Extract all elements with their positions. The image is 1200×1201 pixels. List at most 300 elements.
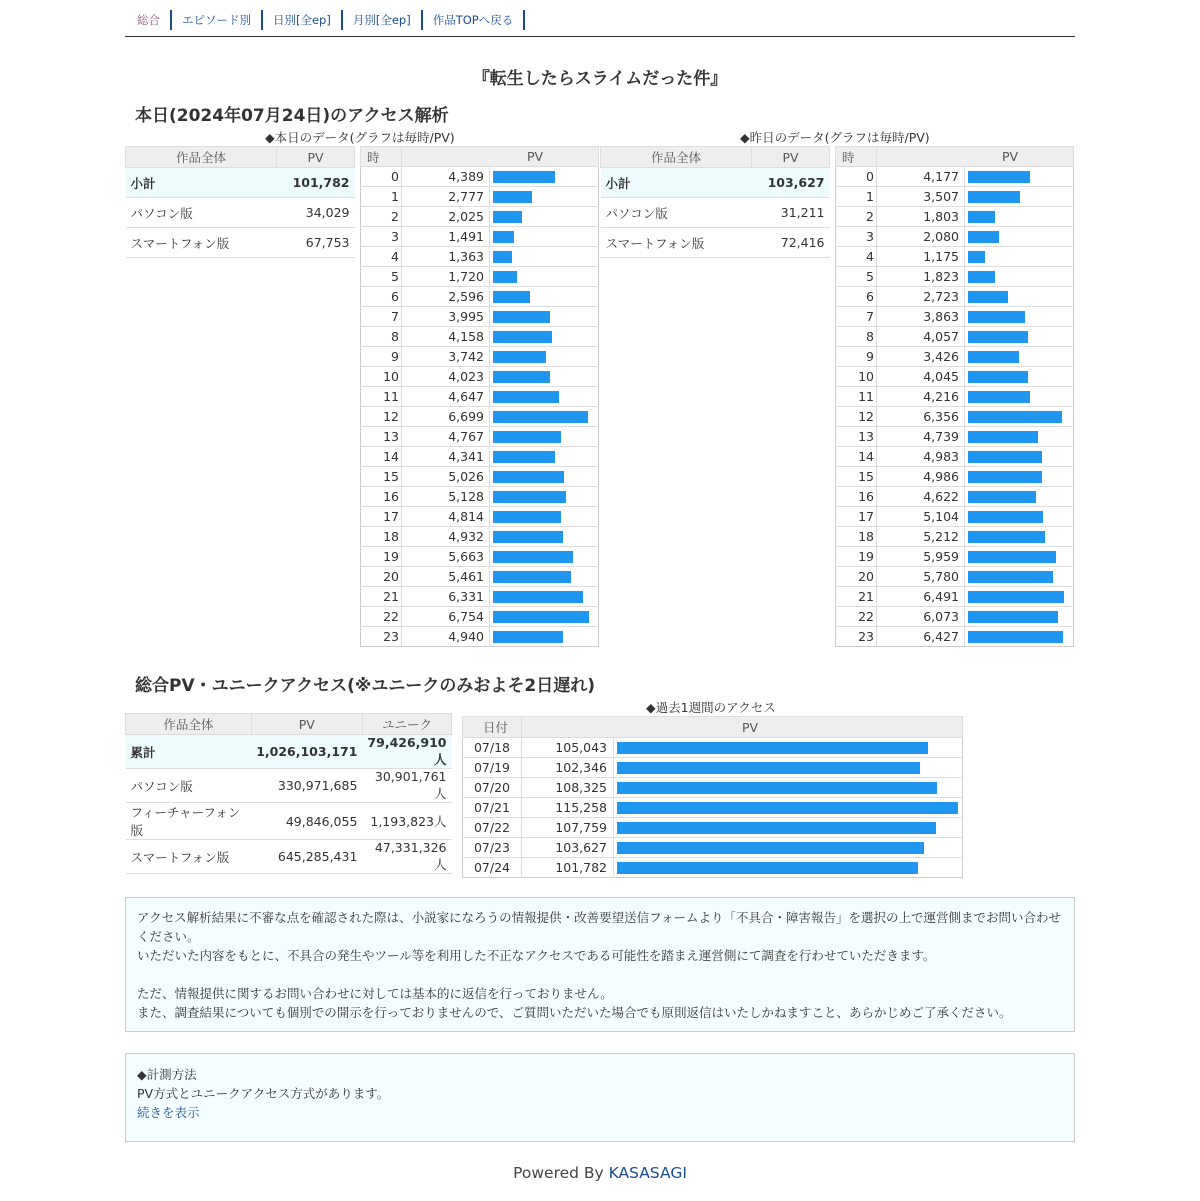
total-header-unique: ユニーク [362,714,451,735]
hour-bar-cell [490,547,599,567]
hourly-row [836,527,1074,547]
hour-bar-cell [490,327,599,347]
hour-pv: 1,720 [402,267,490,287]
hour-label: 5 [361,267,402,287]
weekly-pv: 101,782 [522,858,614,878]
pv-bar [968,351,1019,363]
hour-bar-cell [490,247,599,267]
pv-bar [493,611,589,623]
pv-bar [968,551,1056,563]
hour-bar-cell [965,327,1074,347]
hour-label: 0 [836,167,877,187]
hourly-row [836,507,1074,527]
weekly-date: 07/24 [463,858,522,878]
summary-row-pc [126,198,355,228]
hour-bar-cell [965,187,1074,207]
total-unique: 1,193,823人 [362,803,451,840]
hour-label: 2 [836,207,877,227]
hour-pv: 4,216 [877,387,965,407]
hourly-header-pv: PV [402,147,599,167]
hourly-row [836,447,1074,467]
hour-pv: 4,045 [877,367,965,387]
pv-bar [968,191,1020,203]
total-unique: 47,331,326人 [362,840,451,874]
nav-tabs [125,10,1075,37]
hour-pv: 3,995 [402,307,490,327]
hourly-row [361,447,599,467]
hourly-row [361,227,599,247]
pv-bar [968,171,1030,183]
weekly-pv-bar [617,762,920,774]
hourly-row [836,487,1074,507]
notice-line-2: いただいた内容をもとに、不具合の発生やツール等を利用した不正なアクセスである可能性を踏まえ運営側にて調査を行わせていただきます。 [137,948,936,963]
pv-bar [968,531,1045,543]
hourly-header-pv: PV [877,147,1074,167]
summary-value: 67,753 [277,228,355,258]
hour-label: 14 [836,447,877,467]
hour-label: 4 [361,247,402,267]
hour-label: 19 [361,547,402,567]
weekly-date: 07/23 [463,838,522,858]
hour-bar-cell [965,387,1074,407]
show-more-link[interactable]: 続きを表示 [137,1105,200,1120]
hourly-row [836,627,1074,647]
pv-bar [968,231,999,243]
tab-work-top[interactable]: 作品TOPへ戻る [423,10,526,30]
hour-label: 20 [361,567,402,587]
tab-daily[interactable]: 日別[全ep] [263,10,343,30]
today-hourly-table [360,146,599,647]
hour-bar-cell [965,507,1074,527]
summary-header-work: 作品全体 [126,147,277,168]
hour-pv: 6,754 [402,607,490,627]
weekly-date: 07/21 [463,798,522,818]
hour-bar-cell [965,267,1074,287]
hour-pv: 1,363 [402,247,490,267]
hour-bar-cell [965,207,1074,227]
today-heading: 本日(2024年07月24日)のアクセス解析 [135,106,449,126]
hour-pv: 6,699 [402,407,490,427]
pv-bar [968,331,1028,343]
hourly-row [836,207,1074,227]
pv-bar [493,391,559,403]
summary-label: 小計 [126,168,277,198]
hour-label: 7 [361,307,402,327]
hour-pv: 6,073 [877,607,965,627]
hour-bar-cell [490,567,599,587]
hour-label: 21 [361,587,402,607]
summary-label: スマートフォン版 [126,228,277,258]
hour-pv: 4,622 [877,487,965,507]
summary-value: 72,416 [752,228,830,258]
method-title: ◆計測方法 [137,1067,197,1082]
hour-bar-cell [490,587,599,607]
yesterday-caption: ◆昨日のデータ(グラフは毎時/PV) [740,130,930,145]
hour-label: 4 [836,247,877,267]
hour-label: 11 [836,387,877,407]
hour-label: 9 [836,347,877,367]
total-heading: 総合PV・ユニークアクセス(※ユニークのみおよそ2日遅れ) [135,676,595,696]
notice-line-1: アクセス解析結果に不審な点を確認された際は、小説家になろうの情報提供・改善要望送信フォームより「不具合・障害報告」を選択の上で運営側までお問い合わせください。 [137,910,1062,944]
hour-label: 11 [361,387,402,407]
hour-label: 1 [836,187,877,207]
total-row-smartphone [126,840,452,874]
summary-value: 101,782 [277,168,355,198]
hour-bar-cell [490,367,599,387]
hourly-row [836,607,1074,627]
hourly-row [836,227,1074,247]
hour-bar-cell [490,387,599,407]
hourly-header-hour: 時 [361,147,402,167]
pv-bar [968,391,1030,403]
weekly-pv: 115,258 [522,798,614,818]
hour-bar-cell [490,167,599,187]
weekly-date: 07/20 [463,778,522,798]
total-header-pv: PV [251,714,362,735]
hour-bar-cell [490,187,599,207]
total-header-work: 作品全体 [126,714,252,735]
hour-label: 13 [836,427,877,447]
hour-label: 12 [836,407,877,427]
pv-bar [493,431,561,443]
hour-pv: 4,341 [402,447,490,467]
pv-bar [493,251,512,263]
page [125,0,1075,1182]
total-pv: 49,846,055 [251,803,362,840]
hour-pv: 2,777 [402,187,490,207]
weekly-header-date: 日付 [463,717,522,738]
weekly-row [463,798,963,818]
hour-label: 3 [836,227,877,247]
pv-bar [968,591,1064,603]
pv-bar [968,431,1038,443]
total-row-cumulative [126,735,452,769]
hourly-row [361,287,599,307]
pv-bar [493,331,552,343]
hour-bar-cell [490,347,599,367]
weekly-bar-cell [614,738,963,758]
hour-pv: 2,025 [402,207,490,227]
hour-label: 17 [836,507,877,527]
hourly-row [361,467,599,487]
hour-pv: 5,026 [402,467,490,487]
hour-bar-cell [490,227,599,247]
hour-label: 20 [836,567,877,587]
method-text: PV方式とユニークアクセス方式があります。 [137,1086,390,1101]
hour-bar-cell [965,567,1074,587]
hourly-row [361,187,599,207]
hour-pv: 3,742 [402,347,490,367]
pv-bar [968,411,1062,423]
hour-pv: 4,767 [402,427,490,447]
hour-label: 19 [836,547,877,567]
hour-pv: 5,780 [877,567,965,587]
weekly-row [463,858,963,878]
weekly-row [463,758,963,778]
hour-label: 5 [836,267,877,287]
hour-bar-cell [965,547,1074,567]
hour-label: 23 [836,627,877,647]
hour-label: 13 [361,427,402,447]
total-label: パソコン版 [126,769,252,803]
hour-pv: 4,057 [877,327,965,347]
hour-label: 8 [361,327,402,347]
total-unique: 30,901,761人 [362,769,451,803]
hourly-row [836,327,1074,347]
tab-episode[interactable]: エピソード別 [172,10,263,30]
hourly-row [836,587,1074,607]
hour-bar-cell [490,487,599,507]
total-label: 累計 [126,735,252,769]
hourly-row [361,327,599,347]
pv-bar [493,531,563,543]
pv-bar [968,211,995,223]
hour-pv: 5,128 [402,487,490,507]
hour-bar-cell [965,627,1074,647]
hour-bar-cell [965,347,1074,367]
hourly-row [361,207,599,227]
hour-label: 3 [361,227,402,247]
hour-label: 22 [361,607,402,627]
hour-bar-cell [490,267,599,287]
pv-bar [968,251,985,263]
hourly-row [836,347,1074,367]
hour-pv: 1,491 [402,227,490,247]
weekly-pv: 103,627 [522,838,614,858]
hour-label: 7 [836,307,877,327]
notice-line-5: また、調査結果についても個別での開示を行っておりませんので、ご質問いただいた場合でも原則返信はいたしかねますこと、あらかじめご了承ください。 [137,1005,1012,1020]
pv-bar [968,451,1042,463]
today-summary-table [125,146,355,258]
pv-bar [968,571,1053,583]
hourly-row [361,247,599,267]
hour-label: 10 [361,367,402,387]
hourly-row [361,487,599,507]
weekly-bar-cell [614,838,963,858]
hour-label: 15 [836,467,877,487]
hourly-row [836,547,1074,567]
hour-pv: 3,426 [877,347,965,367]
hour-pv: 4,739 [877,427,965,447]
hour-bar-cell [965,427,1074,447]
pv-bar [968,371,1028,383]
hour-label: 9 [361,347,402,367]
tab-overall[interactable]: 総合 [131,10,172,30]
hour-bar-cell [965,527,1074,547]
pv-bar [493,291,530,303]
notice-line-4: ただ、情報提供に関するお問い合わせに対しては基本的に返信を行っておりません。 [137,986,613,1001]
notice-spacer [137,965,1063,984]
total-table [125,713,452,874]
weekly-bar-cell [614,778,963,798]
hour-bar-cell [965,307,1074,327]
total-pv: 1,026,103,171 [251,735,362,769]
pv-bar [493,491,566,503]
weekly-pv: 108,325 [522,778,614,798]
hourly-row [361,367,599,387]
hour-bar-cell [965,227,1074,247]
summary-header-pv: PV [277,147,355,168]
footer-prefix: Powered By [513,1164,609,1182]
hour-bar-cell [490,607,599,627]
pv-bar [493,451,555,463]
pv-bar [968,271,995,283]
pv-bar [968,491,1036,503]
summary-row-smartphone [601,228,830,258]
hourly-header-hour: 時 [836,147,877,167]
hour-bar-cell [965,247,1074,267]
pv-bar [493,631,563,643]
hour-pv: 5,461 [402,567,490,587]
summary-label: パソコン版 [126,198,277,228]
hourly-row [361,347,599,367]
hourly-row [836,267,1074,287]
hourly-row [361,567,599,587]
hourly-row [361,387,599,407]
hour-pv: 5,959 [877,547,965,567]
hour-bar-cell [490,507,599,527]
hourly-row [836,287,1074,307]
hour-label: 8 [836,327,877,347]
summary-header-work: 作品全体 [601,147,752,168]
weekly-pv: 102,346 [522,758,614,778]
work-title: 『転生したらスライムだった件』 [472,69,728,89]
tab-monthly[interactable]: 月別[全ep] [343,10,423,30]
hour-pv: 4,177 [877,167,965,187]
hour-label: 16 [361,487,402,507]
summary-row-subtotal [601,168,830,198]
hour-bar-cell [965,607,1074,627]
hour-pv: 1,175 [877,247,965,267]
hour-bar-cell [490,467,599,487]
total-pv: 330,971,685 [251,769,362,803]
hour-pv: 6,356 [877,407,965,427]
hourly-row [836,167,1074,187]
weekly-date: 07/22 [463,818,522,838]
pv-bar [493,211,522,223]
kasasagi-link[interactable]: KASASAGI [608,1164,687,1182]
hour-pv: 2,080 [877,227,965,247]
pv-bar [968,471,1042,483]
hourly-row [361,607,599,627]
hour-bar-cell [490,627,599,647]
notice-box [125,897,1075,1032]
hourly-row [836,307,1074,327]
yesterday-summary-table [600,146,830,258]
hourly-row [836,367,1074,387]
hour-pv: 4,814 [402,507,490,527]
hourly-row [836,187,1074,207]
hour-bar-cell [965,447,1074,467]
weekly-pv: 107,759 [522,818,614,838]
hour-pv: 5,663 [402,547,490,567]
hourly-row [361,587,599,607]
weekly-pv-bar [617,742,928,754]
hourly-row [361,407,599,427]
summary-value: 31,211 [752,198,830,228]
weekly-pv-bar [617,842,924,854]
hour-pv: 4,940 [402,627,490,647]
hour-label: 15 [361,467,402,487]
pv-bar [493,351,546,363]
hour-pv: 5,104 [877,507,965,527]
hourly-row [836,467,1074,487]
hour-pv: 2,723 [877,287,965,307]
hour-pv: 4,647 [402,387,490,407]
hourly-row [361,527,599,547]
hour-pv: 1,823 [877,267,965,287]
total-unique: 79,426,910人 [362,735,451,769]
hour-label: 23 [361,627,402,647]
weekly-row [463,778,963,798]
hour-label: 0 [361,167,402,187]
hour-bar-cell [490,447,599,467]
hour-bar-cell [490,307,599,327]
hour-label: 6 [836,287,877,307]
total-label: フィーチャーフォン版 [126,803,252,840]
hour-label: 6 [361,287,402,307]
hour-bar-cell [965,287,1074,307]
pv-bar [493,271,517,283]
hour-pv: 4,389 [402,167,490,187]
pv-bar [493,511,561,523]
weekly-pv: 105,043 [522,738,614,758]
weekly-bar-cell [614,818,963,838]
hour-bar-cell [490,287,599,307]
summary-label: スマートフォン版 [601,228,752,258]
hourly-row [836,247,1074,267]
hour-pv: 4,983 [877,447,965,467]
pv-bar [493,471,564,483]
hour-label: 16 [836,487,877,507]
weekly-bar-cell [614,858,963,878]
hourly-row [361,307,599,327]
today-caption: ◆本日のデータ(グラフは毎時/PV) [265,130,455,145]
summary-row-subtotal [126,168,355,198]
hour-pv: 5,212 [877,527,965,547]
hour-bar-cell [490,427,599,447]
yesterday-hourly-table [835,146,1074,647]
hourly-row [836,407,1074,427]
total-pv: 645,285,431 [251,840,362,874]
hour-pv: 1,803 [877,207,965,227]
total-row-pc [126,769,452,803]
pv-bar [968,631,1063,643]
summary-header-pv: PV [752,147,830,168]
pv-bar [968,291,1008,303]
hourly-row [361,267,599,287]
hourly-row [836,387,1074,407]
hour-label: 2 [361,207,402,227]
weekly-pv-bar [617,782,937,794]
pv-bar [493,371,550,383]
pv-bar [493,191,532,203]
hourly-row [361,167,599,187]
method-box [125,1053,1075,1142]
hour-label: 22 [836,607,877,627]
weekly-row [463,838,963,858]
hour-bar-cell [490,407,599,427]
hour-pv: 3,863 [877,307,965,327]
hour-label: 14 [361,447,402,467]
hour-pv: 3,507 [877,187,965,207]
summary-value: 34,029 [277,198,355,228]
hourly-row [836,427,1074,447]
weekly-caption: ◆過去1週間のアクセス [646,700,776,715]
hour-label: 18 [836,527,877,547]
weekly-bar-cell [614,758,963,778]
hour-label: 1 [361,187,402,207]
